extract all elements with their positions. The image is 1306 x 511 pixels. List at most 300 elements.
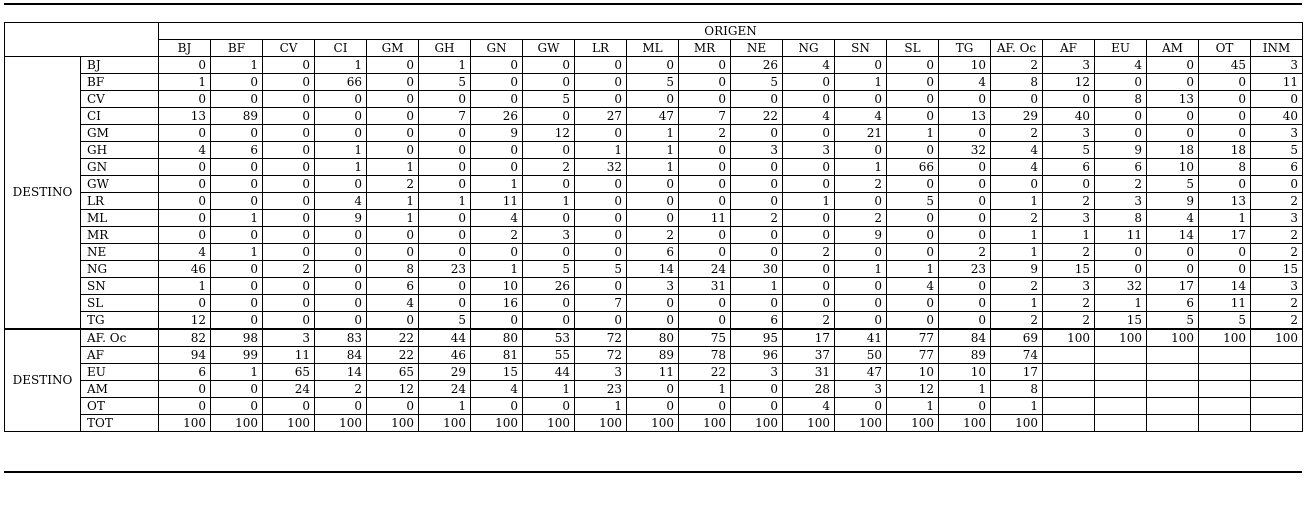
table-cell: 0 [419, 159, 471, 176]
table-cell: 100 [575, 415, 627, 432]
table-cell: 0 [887, 312, 939, 330]
row-label: TG [81, 312, 159, 330]
table-cell: 1 [367, 193, 419, 210]
column-header: NG [783, 40, 835, 57]
table-cell: 1 [471, 261, 523, 278]
table-cell: 0 [835, 57, 887, 74]
table-cell [1251, 347, 1303, 364]
table-cell: 0 [419, 210, 471, 227]
table-cell: 0 [731, 193, 783, 210]
table-cell: 10 [471, 278, 523, 295]
column-header: CI [315, 40, 367, 57]
table-cell: 0 [783, 125, 835, 142]
table-cell: 2 [1251, 227, 1303, 244]
table-cell: 0 [887, 74, 939, 91]
table-cell: 0 [1147, 108, 1199, 125]
table-cell: 9 [835, 227, 887, 244]
table-cell: 0 [315, 278, 367, 295]
table-cell: 0 [679, 398, 731, 415]
table-cell: 3 [1251, 278, 1303, 295]
table-cell: 12 [523, 125, 575, 142]
table-cell: 0 [939, 227, 991, 244]
table-cell: 32 [939, 142, 991, 159]
table-cell: 26 [731, 57, 783, 74]
column-header: MR [679, 40, 731, 57]
table-cell: 1 [991, 227, 1043, 244]
table-cell: 5 [1251, 142, 1303, 159]
table-row [5, 244, 1303, 261]
table-cell: 5 [887, 193, 939, 210]
table-cell: 0 [263, 244, 315, 261]
table-cell: 4 [887, 278, 939, 295]
table-cell: 4 [159, 142, 211, 159]
table-cell: 3 [1251, 57, 1303, 74]
table-cell: 81 [471, 347, 523, 364]
table-cell: 9 [1147, 193, 1199, 210]
table-cell: 0 [523, 295, 575, 312]
table-cell: 0 [211, 125, 263, 142]
table-cell: 0 [731, 244, 783, 261]
table-cell: 100 [1147, 329, 1199, 347]
table-cell: 0 [627, 295, 679, 312]
table-cell: 0 [523, 244, 575, 261]
table-cell: 0 [575, 176, 627, 193]
table-cell: 100 [887, 415, 939, 432]
row-label: NG [81, 261, 159, 278]
table-cell: 0 [887, 108, 939, 125]
table-cell: 2 [315, 381, 367, 398]
table-cell: 0 [835, 312, 887, 330]
table-cell [1043, 398, 1095, 415]
table-cell [1095, 364, 1147, 381]
table-cell: 3 [731, 142, 783, 159]
table-cell: 0 [315, 261, 367, 278]
table-cell: 17 [1199, 227, 1251, 244]
table-cell: 65 [263, 364, 315, 381]
table-cell: 18 [1199, 142, 1251, 159]
table-cell: 13 [1199, 193, 1251, 210]
table-cell: 0 [1043, 176, 1095, 193]
table-cell: 3 [1043, 210, 1095, 227]
table-cell: 0 [159, 398, 211, 415]
table-cell: 72 [575, 329, 627, 347]
table-cell: 11 [627, 364, 679, 381]
table-row [5, 57, 1303, 74]
table-cell: 15 [1095, 312, 1147, 330]
table-cell: 10 [887, 364, 939, 381]
table-cell: 0 [1095, 244, 1147, 261]
table-cell: 2 [1251, 244, 1303, 261]
table-cell: 0 [939, 398, 991, 415]
table-cell: 1 [887, 261, 939, 278]
table-cell: 0 [263, 91, 315, 108]
table-cell: 0 [159, 91, 211, 108]
table-cell: 22 [367, 347, 419, 364]
table-cell: 4 [367, 295, 419, 312]
table-cell [1147, 347, 1199, 364]
table-cell: 94 [159, 347, 211, 364]
row-label: AF [81, 347, 159, 364]
table-cell: 2 [991, 57, 1043, 74]
table-cell: 0 [367, 57, 419, 74]
table-cell: 8 [1095, 91, 1147, 108]
table-cell: 0 [471, 244, 523, 261]
table-cell: 2 [991, 312, 1043, 330]
table-cell: 4 [991, 142, 1043, 159]
table-cell: 16 [471, 295, 523, 312]
table-cell: 0 [1199, 244, 1251, 261]
table-cell: 100 [731, 415, 783, 432]
table-cell: 0 [1147, 125, 1199, 142]
table-cell: 1 [1043, 227, 1095, 244]
table-cell: 31 [679, 278, 731, 295]
table-row [5, 210, 1303, 227]
table-cell: 0 [887, 91, 939, 108]
row-label: GH [81, 142, 159, 159]
table-cell: 0 [835, 244, 887, 261]
table-cell: 0 [731, 398, 783, 415]
table-cell: 0 [939, 91, 991, 108]
table-cell: 50 [835, 347, 887, 364]
table-cell: 0 [991, 176, 1043, 193]
table-cell: 11 [1251, 74, 1303, 91]
table-cell: 15 [471, 364, 523, 381]
table-cell: 0 [939, 312, 991, 330]
table-cell: 4 [1147, 210, 1199, 227]
table-cell: 12 [887, 381, 939, 398]
table-cell: 8 [991, 381, 1043, 398]
table-cell [1095, 398, 1147, 415]
table-cell: 0 [1147, 74, 1199, 91]
table-cell: 8 [1199, 159, 1251, 176]
table-cell: 0 [263, 210, 315, 227]
table-cell: 45 [1199, 57, 1251, 74]
table-cell: 0 [471, 398, 523, 415]
table-cell: 12 [1043, 74, 1095, 91]
table-cell: 0 [783, 210, 835, 227]
table-cell: 29 [991, 108, 1043, 125]
table-cell: 24 [679, 261, 731, 278]
table-cell: 0 [159, 193, 211, 210]
table-cell: 89 [939, 347, 991, 364]
column-header: SL [887, 40, 939, 57]
table-cell: 0 [211, 176, 263, 193]
table-cell: 32 [1095, 278, 1147, 295]
table-cell: 11 [679, 210, 731, 227]
table-cell: 100 [523, 415, 575, 432]
table-cell: 0 [315, 176, 367, 193]
column-header: INM [1251, 40, 1303, 57]
table-cell: 10 [1147, 159, 1199, 176]
row-label: EU [81, 364, 159, 381]
table-cell: 1 [783, 193, 835, 210]
corner-cell [5, 23, 159, 57]
table-cell: 24 [419, 381, 471, 398]
table-cell: 0 [783, 176, 835, 193]
table-cell: 2 [367, 176, 419, 193]
table-cell: 0 [263, 142, 315, 159]
table-cell: 28 [783, 381, 835, 398]
table-cell: 0 [159, 57, 211, 74]
table-cell: 0 [367, 91, 419, 108]
table-cell: 0 [1043, 91, 1095, 108]
table-cell: 0 [1095, 108, 1147, 125]
column-header: GH [419, 40, 471, 57]
table-cell: 7 [419, 108, 471, 125]
table-cell: 55 [523, 347, 575, 364]
table-cell: 1 [315, 159, 367, 176]
table-cell: 46 [159, 261, 211, 278]
table-cell: 0 [263, 176, 315, 193]
table-cell: 0 [627, 210, 679, 227]
table-cell: 0 [471, 312, 523, 330]
table-cell: 0 [263, 398, 315, 415]
table-cell: 0 [263, 295, 315, 312]
column-header: GN [471, 40, 523, 57]
table-cell: 22 [679, 364, 731, 381]
table-cell: 1 [575, 142, 627, 159]
table-cell: 0 [211, 227, 263, 244]
table-cell: 40 [1251, 108, 1303, 125]
table-cell: 0 [939, 125, 991, 142]
column-header: AF. Oc [991, 40, 1043, 57]
table-cell: 0 [887, 295, 939, 312]
table-cell: 74 [991, 347, 1043, 364]
table-cell: 0 [315, 244, 367, 261]
table-cell [1147, 364, 1199, 381]
table-cell: 0 [835, 91, 887, 108]
table-cell: 100 [263, 415, 315, 432]
table-cell: 82 [159, 329, 211, 347]
origin-header: ORIGEN [159, 23, 1303, 40]
table-cell: 3 [1043, 278, 1095, 295]
table-cell [1095, 381, 1147, 398]
row-label: OT [81, 398, 159, 415]
table-cell: 0 [575, 244, 627, 261]
table-cell: 0 [939, 278, 991, 295]
table-cell: 14 [627, 261, 679, 278]
table-row [5, 329, 1303, 347]
table-cell: 100 [419, 415, 471, 432]
table-cell: 0 [159, 227, 211, 244]
table-cell: 17 [991, 364, 1043, 381]
column-header: GM [367, 40, 419, 57]
table-row [5, 261, 1303, 278]
table-cell: 0 [679, 244, 731, 261]
table-cell [1251, 415, 1303, 432]
table-cell: 17 [783, 329, 835, 347]
column-header: ML [627, 40, 679, 57]
table-cell: 0 [211, 278, 263, 295]
table-cell: 0 [419, 295, 471, 312]
table-cell: 26 [471, 108, 523, 125]
table-cell: 0 [419, 125, 471, 142]
table-cell: 1 [627, 159, 679, 176]
table-cell: 95 [731, 329, 783, 347]
table-cell: 27 [575, 108, 627, 125]
table-cell: 6 [367, 278, 419, 295]
table-cell: 0 [419, 176, 471, 193]
row-label: NE [81, 244, 159, 261]
table-cell: 22 [731, 108, 783, 125]
group-label: DESTINO [5, 329, 81, 432]
table-cell: 0 [835, 193, 887, 210]
row-label: BF [81, 74, 159, 91]
table-cell: 0 [575, 278, 627, 295]
table-cell: 0 [211, 261, 263, 278]
table-cell: 0 [887, 210, 939, 227]
row-label: GN [81, 159, 159, 176]
table-cell: 0 [679, 57, 731, 74]
table-cell: 100 [939, 415, 991, 432]
table-cell: 66 [887, 159, 939, 176]
table-cell: 0 [835, 295, 887, 312]
table-cell [1199, 364, 1251, 381]
table-cell: 0 [731, 176, 783, 193]
table-cell: 23 [939, 261, 991, 278]
table-cell: 10 [939, 57, 991, 74]
table-cell: 0 [575, 193, 627, 210]
table-cell: 100 [991, 415, 1043, 432]
table-cell: 53 [523, 329, 575, 347]
table-cell: 0 [471, 159, 523, 176]
table-cell: 21 [835, 125, 887, 142]
table-cell [1251, 398, 1303, 415]
table-cell: 0 [367, 108, 419, 125]
table-row [5, 125, 1303, 142]
column-header-row [5, 40, 1303, 57]
table-cell: 2 [1043, 312, 1095, 330]
table-cell: 0 [939, 176, 991, 193]
table-cell [1251, 364, 1303, 381]
table-cell: 46 [419, 347, 471, 364]
table-cell: 0 [627, 91, 679, 108]
table-cell: 0 [367, 142, 419, 159]
row-label: CV [81, 91, 159, 108]
table-cell: 17 [1147, 278, 1199, 295]
table-cell: 3 [1251, 125, 1303, 142]
table-cell: 1 [367, 159, 419, 176]
table-cell: 0 [471, 74, 523, 91]
table-cell: 100 [783, 415, 835, 432]
table-cell: 0 [367, 244, 419, 261]
table-cell: 2 [1043, 295, 1095, 312]
table-cell: 1 [575, 398, 627, 415]
table-cell: 3 [523, 227, 575, 244]
table-cell: 0 [419, 91, 471, 108]
table-cell: 18 [1147, 142, 1199, 159]
table-cell: 13 [159, 108, 211, 125]
table-cell: 2 [835, 210, 887, 227]
table-cell: 0 [887, 244, 939, 261]
table-cell: 1 [315, 142, 367, 159]
table-cell: 0 [783, 278, 835, 295]
table-cell: 0 [679, 176, 731, 193]
table-cell: 6 [211, 142, 263, 159]
column-header: BF [211, 40, 263, 57]
table-cell: 0 [263, 74, 315, 91]
table-cell: 9 [1095, 142, 1147, 159]
table-cell: 3 [627, 278, 679, 295]
table-cell: 0 [1095, 261, 1147, 278]
table-cell: 0 [887, 142, 939, 159]
table-cell: 84 [315, 347, 367, 364]
table-cell: 0 [315, 91, 367, 108]
table-cell: 100 [1095, 329, 1147, 347]
table-cell: 6 [627, 244, 679, 261]
table-cell: 0 [731, 295, 783, 312]
top-rule [4, 3, 1302, 5]
table-cell: 14 [315, 364, 367, 381]
table-cell [1043, 347, 1095, 364]
table-cell: 0 [679, 193, 731, 210]
table-cell: 47 [835, 364, 887, 381]
table-cell: 0 [367, 227, 419, 244]
row-label: GM [81, 125, 159, 142]
table-cell: 65 [367, 364, 419, 381]
table-cell: 0 [471, 142, 523, 159]
row-label: AM [81, 381, 159, 398]
table-cell: 1 [679, 381, 731, 398]
table-cell: 5 [523, 91, 575, 108]
table-cell: 14 [1199, 278, 1251, 295]
table-cell: 2 [1043, 193, 1095, 210]
table-cell: 0 [1147, 244, 1199, 261]
table-cell: 5 [1147, 176, 1199, 193]
table-cell: 0 [367, 398, 419, 415]
table-cell: 1 [627, 125, 679, 142]
table-cell: 1 [159, 74, 211, 91]
table-cell: 4 [783, 108, 835, 125]
table-cell: 0 [1199, 74, 1251, 91]
table-cell: 1 [835, 74, 887, 91]
table-cell: 0 [835, 398, 887, 415]
table-cell: 0 [523, 176, 575, 193]
table-cell: 0 [1251, 176, 1303, 193]
table-cell: 100 [1199, 329, 1251, 347]
table-cell: 6 [731, 312, 783, 330]
table-cell: 4 [991, 159, 1043, 176]
table-cell: 9 [991, 261, 1043, 278]
table-cell: 5 [575, 261, 627, 278]
table-cell: 0 [1095, 125, 1147, 142]
table-cell: 0 [367, 312, 419, 330]
table-cell: 100 [471, 415, 523, 432]
table-cell: 6 [1043, 159, 1095, 176]
row-label: ML [81, 210, 159, 227]
table-cell: 89 [627, 347, 679, 364]
table-cell: 0 [471, 91, 523, 108]
table-cell: 2 [991, 210, 1043, 227]
table-cell: 80 [627, 329, 679, 347]
table-row [5, 364, 1303, 381]
table-cell: 0 [211, 193, 263, 210]
table-cell: 0 [679, 295, 731, 312]
table-cell: 2 [1251, 193, 1303, 210]
column-header: AM [1147, 40, 1199, 57]
table-cell: 4 [835, 108, 887, 125]
table-cell: 24 [263, 381, 315, 398]
table-cell: 3 [575, 364, 627, 381]
table-cell: 96 [731, 347, 783, 364]
table-cell: 0 [263, 227, 315, 244]
table-cell: 2 [471, 227, 523, 244]
table-cell: 0 [315, 125, 367, 142]
table-cell: 0 [263, 125, 315, 142]
table-cell: 8 [1095, 210, 1147, 227]
table-cell: 100 [835, 415, 887, 432]
table-cell: 84 [939, 329, 991, 347]
